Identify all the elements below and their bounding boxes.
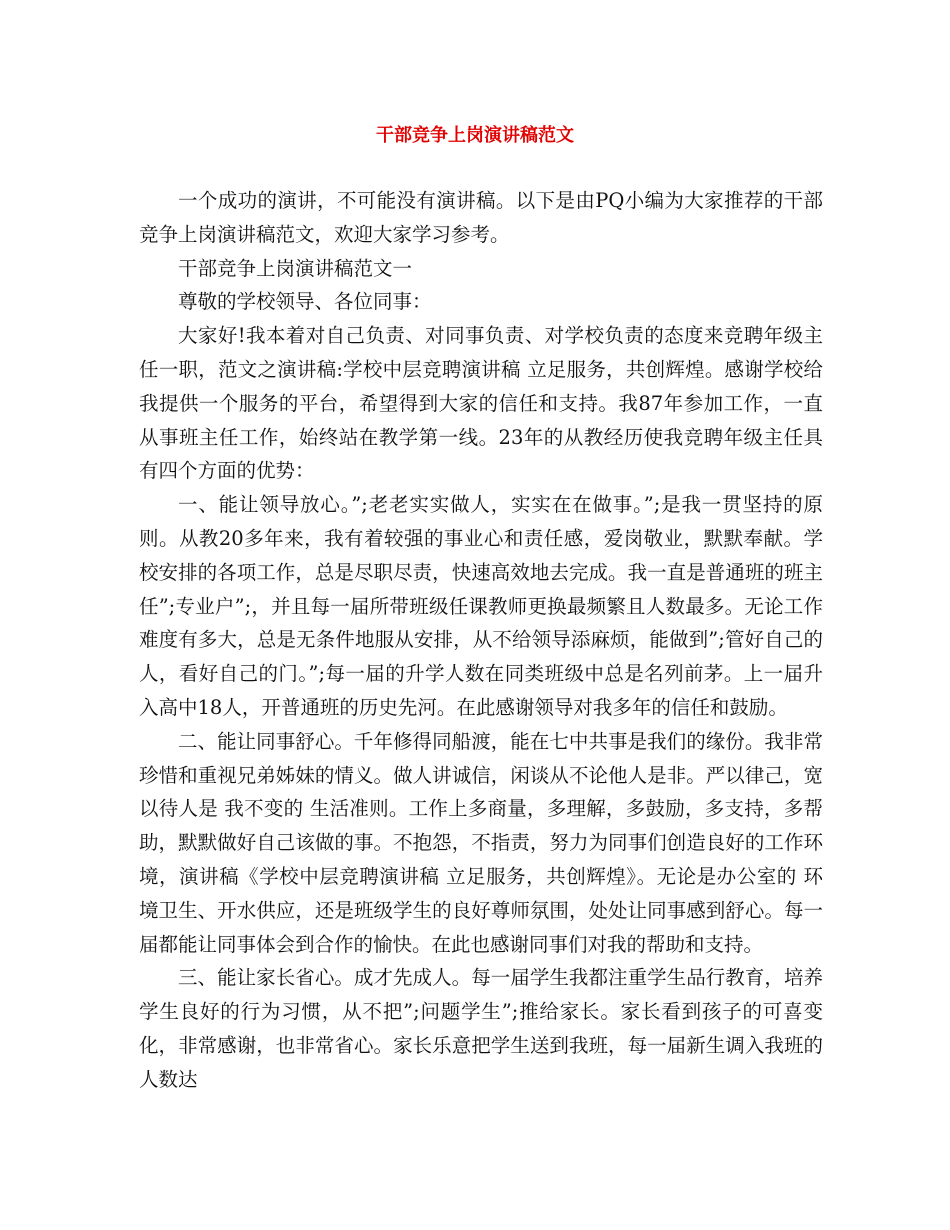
paragraph-point-2: 二、能让同事舒心。千年修得同船渡，能在七中共事是我们的缘份。我非常珍惜和重视兄弟姊妹的情义。做人讲诚信，闲谈从不论他人是非。严以律己，宽以待人是 我不变的 生活准则。工作上多商量，多理解，多鼓励，多支持，多帮助，默默做好自己该做的事。不抱怨，不指责，努力为同事们创造良好的工作环境，演讲稿《学校中层竞聘演讲稿 立足服务，共创辉煌》。无论是办公室的 环境卫生、开水供应，还是班级学生的良好尊师氛围，处处让同事感到舒心。每一届都能让同事体会到合作的愉快。在此也感谢同事们对我的帮助和支持。: [139, 729, 823, 956]
paragraph-subtitle: 干部竞争上岗演讲稿范文一: [178, 256, 413, 280]
paragraph-intro: 一个成功的演讲，不可能没有演讲稿。以下是由PQ小编为大家推荐的干部竞争上岗演讲稿范文，欢迎大家学习参考。: [139, 189, 823, 246]
paragraph-point-1: 一、能让领导放心。”;老老实实做人，实实在在做事。”;是我一贯坚持的原则。从教20多年来，我有着较强的事业心和责任感，爱岗敬业，默默奉献。学校安排的各项工作，总是尽职尽责，快速高效地去完成。我一直是普通班的班主任”;专业户”;，并且每一届所带班级任课教师更换最频繁且人数最多。无论工作难度有多大，总是无条件地服从安排，从不给领导添麻烦，能做到”;管好自己的人，看好自己的门。”;每一届的升学人数在同类班级中总是名列前茅。上一届升入高中18人，开普通班的历史先河。在此感谢领导对我多年的信任和鼓励。: [139, 493, 823, 719]
paragraph-greeting: 大家好!我本着对自己负责、对同事负责、对学校负责的态度来竞聘年级主任一职，范文之演讲稿:学校中层竞聘演讲稿 立足服务，共创辉煌。感谢学校给我提供一个服务的平台，希望得到大家的信任和支持。我87年参加工作，一直从事班主任工作，始终站在教学第一线。23年的从教经历使我竞聘年级主任具有四个方面的优势：: [139, 324, 823, 483]
document-body: [139, 184, 823, 1097]
paragraph-point-3: 三、能让家长省心。成才先成人。每一届学生我都注重学生品行教育，培养学生良好的行为习惯，从不把”;问题学生”;推给家长。家长看到孩子的可喜变化，非常感谢，也非常省心。家长乐意把学生送到我班，每一届新生调入我班的人数达: [139, 966, 823, 1091]
document-title: 干部竞争上岗演讲稿范文: [376, 125, 574, 146]
paragraph-salutation: 尊敬的学校领导、各位同事：: [178, 290, 432, 314]
